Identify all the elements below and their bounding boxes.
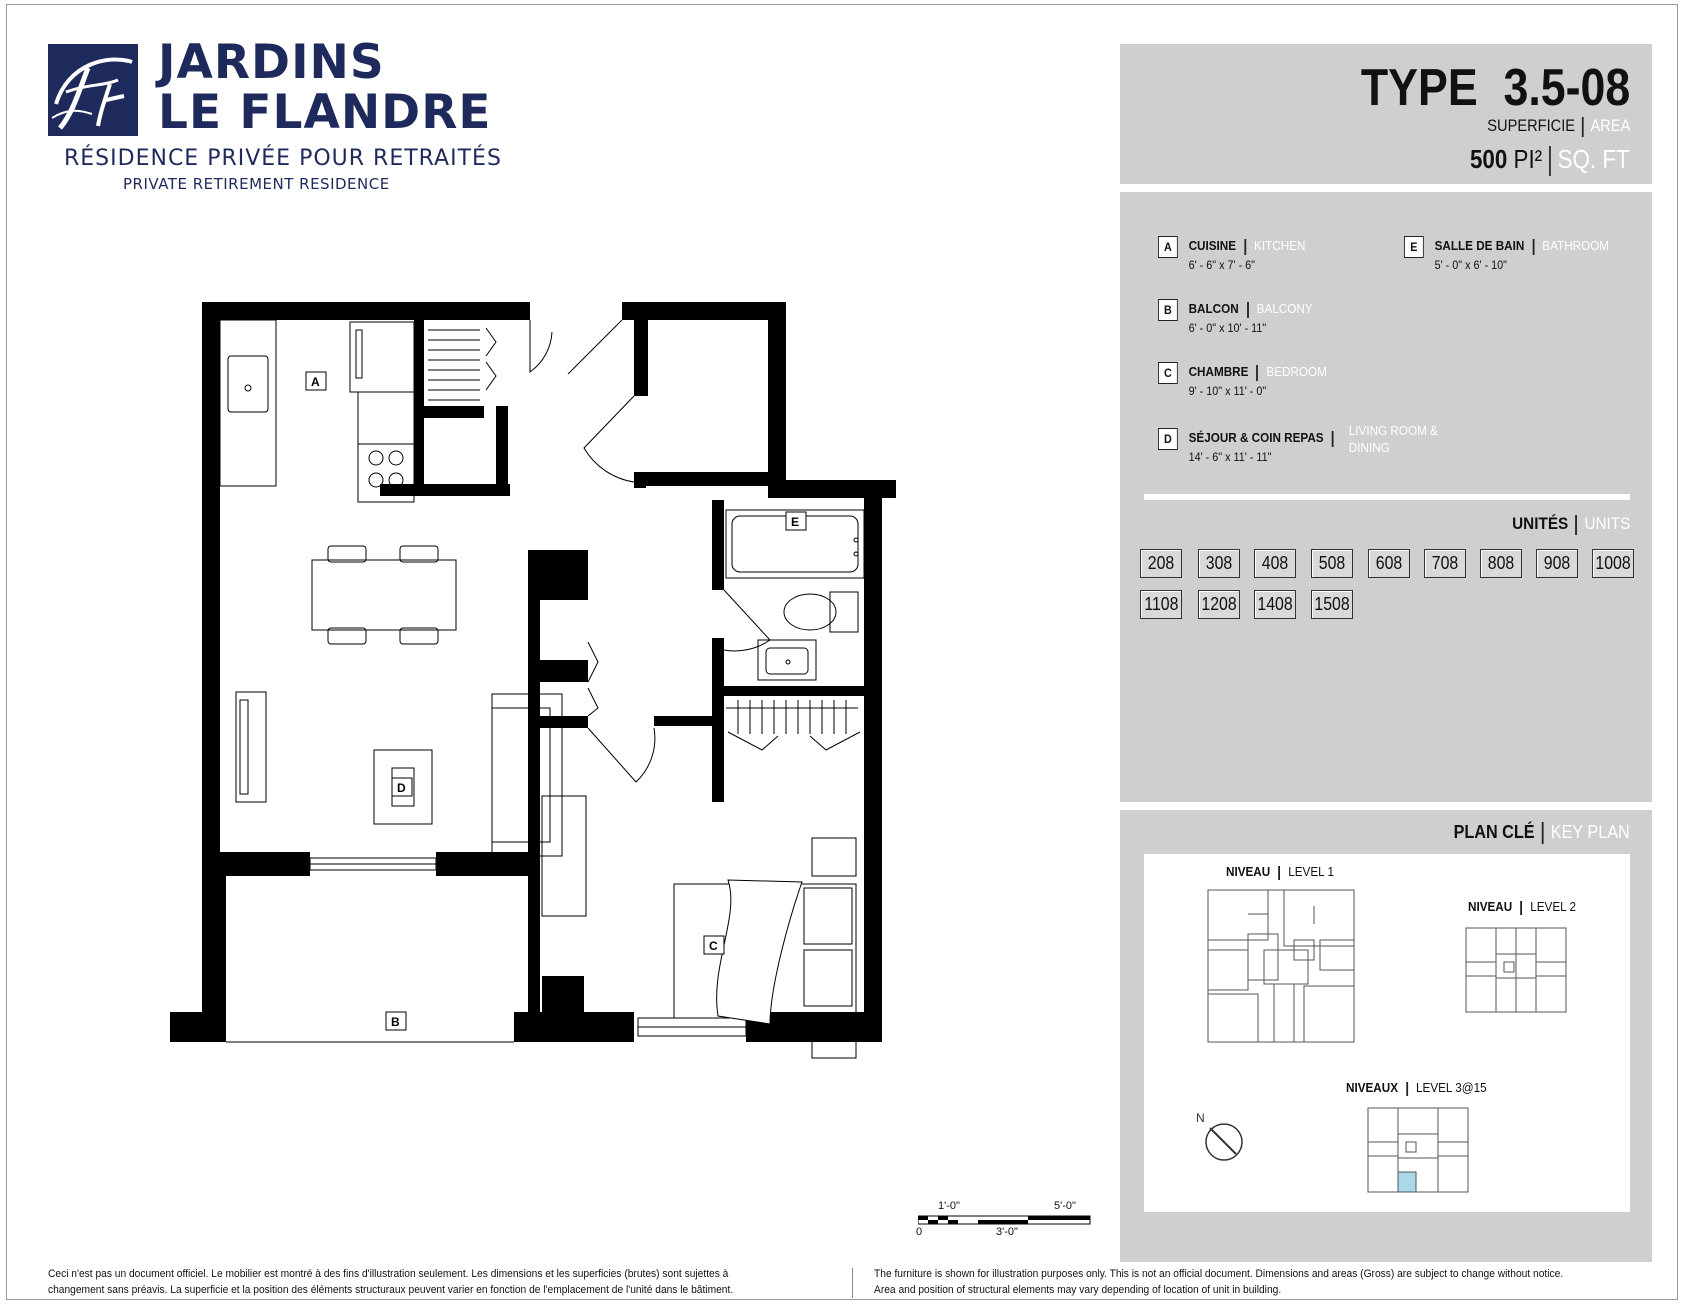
separator <box>1542 822 1544 844</box>
area-unit-en: SQ. FT <box>1557 144 1630 174</box>
unit-number-text: 1508 <box>1314 594 1350 614</box>
north-label: N <box>1196 1111 1205 1125</box>
unit-type-title <box>1361 58 1630 118</box>
unit-number <box>1198 590 1240 619</box>
north-arrow-icon <box>1196 1111 1242 1160</box>
unit-number-text: 608 <box>1375 553 1403 573</box>
room-name-en <box>1349 422 1438 456</box>
unit-number <box>1311 549 1353 578</box>
scale-label-0: 0 <box>916 1226 923 1238</box>
key-plan-title-en: KEY PLAN <box>1551 822 1630 842</box>
bathroom-fixtures <box>724 510 864 750</box>
floor-plan-drawing <box>170 296 930 1132</box>
room-letter: C <box>1158 362 1178 384</box>
type-value: 3.5-08 <box>1503 59 1630 117</box>
brand-tagline-en: PRIVATE RETIREMENT RESIDENCE <box>123 175 390 193</box>
unit-number <box>1254 549 1296 578</box>
separator <box>1582 117 1584 137</box>
brand-name-line2: LE FLANDRE <box>158 85 492 140</box>
separator <box>1332 431 1334 447</box>
room-name-en-line1: LIVING ROOM & <box>1348 423 1438 438</box>
unit-number-text: 408 <box>1261 553 1289 573</box>
units-label-en: UNITS <box>1584 514 1630 533</box>
living-furniture <box>236 642 655 856</box>
disclaimer-fr-line2: changement sans préavis. La superficie et la position des éléments structuraux peuvent varier en fonction de l'emplacement de l'unité dans le bâtiment. <box>48 1284 734 1296</box>
unit-number-text: 508 <box>1318 553 1346 573</box>
type-label: TYPE <box>1360 59 1478 117</box>
level-1-plan <box>1208 890 1354 1042</box>
tag-a: A <box>311 375 320 389</box>
room-letter: E <box>1404 236 1424 258</box>
level-prefix: NIVEAUX <box>1346 1080 1399 1095</box>
footer-divider <box>852 1268 853 1298</box>
monogram-icon <box>48 44 138 136</box>
scale-label-1ft: 1'-0" <box>938 1200 960 1212</box>
disclaimer-en-line2: Area and position of structural elements may vary depending of location of unit in building. <box>874 1284 1282 1296</box>
room-name-en-line2: DINING <box>1348 440 1390 455</box>
disclaimer-en <box>874 1266 1563 1298</box>
level-prefix: NIVEAU <box>1468 899 1513 914</box>
room-name <box>1189 301 1313 318</box>
disclaimer-fr-line1: Ceci n'est pas un document officiel. Le mobilier est montré à des fins d'illustration seulement. Les dimensions et les superficies (brutes) sont sujettes à <box>48 1268 729 1280</box>
separator <box>1575 515 1577 535</box>
unit-number <box>1140 590 1182 619</box>
scale-label-5ft: 5'-0" <box>1054 1200 1076 1212</box>
room-letter: B <box>1158 299 1178 321</box>
unit-number-text: 1208 <box>1201 594 1237 614</box>
level-2-plan <box>1466 928 1566 1012</box>
level-prefix: NIVEAU <box>1226 864 1271 879</box>
room-name-en: BATHROOM <box>1542 238 1610 253</box>
room-name <box>1189 238 1306 255</box>
room-name-fr: CUISINE <box>1188 238 1237 253</box>
room-dimensions: 6' - 6" x 7' - 6" <box>1188 258 1256 272</box>
area-label <box>1487 116 1630 137</box>
unit-number <box>1480 549 1522 578</box>
room-name-fr: CHAMBRE <box>1188 364 1249 379</box>
unit-number <box>1536 549 1578 578</box>
disclaimer-fr <box>48 1266 733 1298</box>
unit-number-text: 1408 <box>1257 594 1293 614</box>
unit-number <box>1140 549 1182 578</box>
level-3-15-plan <box>1368 1108 1468 1192</box>
separator <box>1244 239 1246 255</box>
room-dimensions: 14' - 6" x 11' - 11" <box>1188 450 1272 464</box>
key-plan-title-fr: PLAN CLÉ <box>1453 822 1535 842</box>
unit-number <box>1592 549 1634 578</box>
unit-number-text: 308 <box>1205 553 1233 573</box>
disclaimer-en-line1: The furniture is shown for illustration purposes only. This is not an official document. Dimensions and areas (Gross) are subject to change without notice. <box>874 1268 1564 1280</box>
rooms-panel <box>1120 192 1652 802</box>
room-name-en: BEDROOM <box>1266 364 1327 379</box>
key-plan-drawings <box>1144 854 1630 1212</box>
room-name <box>1435 238 1609 255</box>
room-dimensions: 9' - 10" x 11' - 0" <box>1188 384 1267 398</box>
room-name <box>1189 430 1342 447</box>
dining-table <box>312 546 456 644</box>
tag-e: E <box>791 515 800 529</box>
units-title <box>1512 514 1630 535</box>
floor-plan <box>170 296 930 1137</box>
scale-label-3ft: 3'-0" <box>996 1226 1018 1238</box>
separator <box>1549 146 1551 176</box>
separator <box>1532 239 1534 255</box>
area-label-en: AREA <box>1590 116 1630 135</box>
separator <box>1257 365 1259 381</box>
room-letter: D <box>1158 428 1178 450</box>
unit-number-text: 908 <box>1543 553 1571 573</box>
room-dimensions: 5' - 0" x 6' - 10" <box>1434 258 1508 272</box>
key-plan-title <box>1454 822 1630 844</box>
key-plan-panel <box>1120 810 1652 1262</box>
type-panel <box>1120 44 1652 184</box>
units-label-fr: UNITÉS <box>1511 514 1568 533</box>
unit-number-text: 808 <box>1487 553 1515 573</box>
level-name: LEVEL 3@15 <box>1416 1080 1487 1095</box>
key-plan-card <box>1144 854 1630 1212</box>
tag-b: B <box>391 1015 400 1029</box>
unit-number <box>1368 549 1410 578</box>
brand-name <box>158 35 492 140</box>
room-name-fr: SÉJOUR & COIN REPAS <box>1188 430 1324 445</box>
area-unit-fr: PI² <box>1513 144 1543 174</box>
unit-number-text: 708 <box>1431 553 1459 573</box>
unit-number <box>1198 549 1240 578</box>
area-value-line <box>1470 144 1630 176</box>
area-value: 500 <box>1470 144 1508 174</box>
brand-logo-mark <box>48 44 138 136</box>
room-name-fr: SALLE DE BAIN <box>1434 238 1525 253</box>
level-name: LEVEL 2 <box>1530 899 1576 914</box>
unit-number-text: 1008 <box>1595 553 1631 573</box>
room-name-fr: BALCON <box>1188 301 1239 316</box>
tag-d: D <box>397 781 406 795</box>
unit-number <box>1254 590 1296 619</box>
room-name <box>1189 364 1327 381</box>
room-name-en: BALCONY <box>1256 301 1313 316</box>
unit-number <box>1311 590 1353 619</box>
separator <box>1247 302 1249 318</box>
room-name-en: KITCHEN <box>1254 238 1306 253</box>
unit-number <box>1424 549 1466 578</box>
brand-name-line1: JARDINS <box>158 35 385 90</box>
unit-number-text: 208 <box>1147 553 1175 573</box>
divider <box>1144 494 1630 500</box>
room-letter: A <box>1158 236 1178 258</box>
room-dimensions: 6' - 0" x 10' - 11" <box>1188 321 1267 335</box>
brand-tagline-fr: RÉSIDENCE PRIVÉE POUR RETRAITÉS <box>64 146 502 171</box>
area-label-fr: SUPERFICIE <box>1486 116 1575 135</box>
unit-number-text: 1108 <box>1143 594 1179 614</box>
highlighted-unit <box>1398 1172 1416 1192</box>
tag-c: C <box>709 939 718 953</box>
level-name: LEVEL 1 <box>1288 864 1334 879</box>
